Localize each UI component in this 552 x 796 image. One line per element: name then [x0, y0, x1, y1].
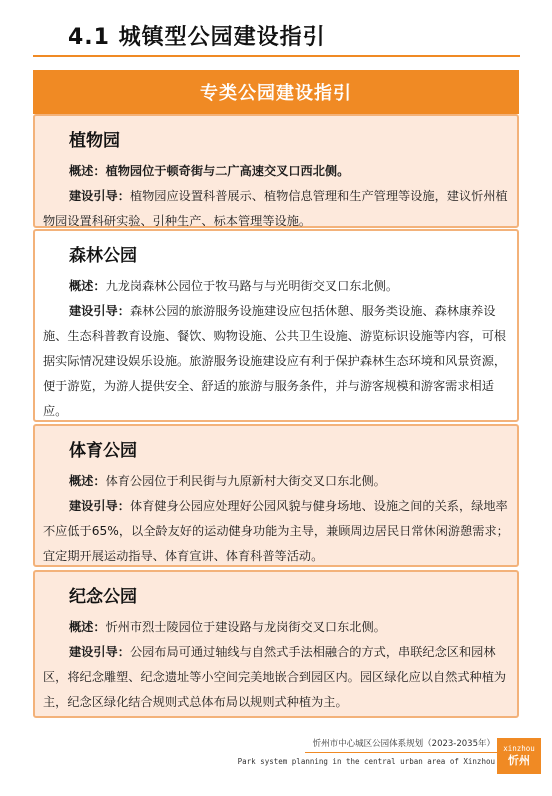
logo-text-cn: 忻州 [508, 754, 530, 767]
logo-text-en: xinzhou [503, 744, 535, 753]
overview-label: 概述： [69, 279, 106, 293]
section-banner: 专类公园建设指引 [33, 70, 519, 114]
footer-title-en: Park system planning in the central urban area of Xinzhou [237, 757, 495, 766]
overview-paragraph [43, 615, 509, 640]
section-title: 体育公园 [69, 441, 137, 461]
overview-label: 概述： [69, 620, 106, 634]
guide-paragraph [43, 494, 509, 569]
overview-text: 体育公园位于利民街与九原新村大街交叉口东北侧。 [105, 474, 386, 488]
guide-paragraph [43, 640, 509, 715]
guide-label: 建设引导： [69, 645, 130, 659]
footer-title-cn: 忻州市中心城区公园体系规划（2023-2035年） [312, 739, 495, 749]
xinzhou-logo [497, 738, 541, 774]
section-title: 植物园 [69, 131, 120, 151]
guide-text: 森林公园的旅游服务设施建设应包括休憩、服务类设施、森林康养设施、生态科普教育设施、餐饮、购物设施、公共卫生设施、游览标识设施等内容，可根据实际情况建设娱乐设施。旅游服务设施建设应有利于保护森林生态环境和风景资源，便于游览，为游人提供安全、舒适的旅游与服务条件，并与游客规模和游客需求相适应。 [43, 304, 507, 418]
section-card-memorial-park [33, 570, 519, 718]
footer-divider [305, 752, 505, 753]
section-card-botanical-garden [33, 114, 519, 228]
overview-text: 植物园位于顿奇街与二广高速交叉口西北侧。 [105, 164, 350, 178]
overview-label: 概述： [69, 474, 106, 488]
guide-paragraph [43, 299, 509, 424]
overview-text: 九龙岗森林公园位于牧马路与与光明街交叉口东北侧。 [105, 279, 399, 293]
guide-label: 建设引导： [69, 304, 130, 318]
overview-paragraph [43, 159, 509, 184]
section-card-forest-park [33, 229, 519, 422]
section-title: 纪念公园 [69, 587, 137, 607]
overview-paragraph [43, 469, 509, 494]
overview-text: 忻州市烈士陵园位于建设路与龙岗街交叉口东北侧。 [105, 620, 386, 634]
guide-label: 建设引导： [69, 499, 130, 513]
guide-paragraph [43, 184, 509, 234]
section-title: 森林公园 [69, 246, 137, 266]
guide-label: 建设引导： [69, 189, 130, 203]
guide-text: 体育健身公园应处理好公园风貌与健身场地、设施之间的关系，绿地率不应低于65%，以全龄友好的运动健身功能为主导，兼顾周边居民日常休闲游憩需求；宜定期开展运动指导、体育宣讲、体育科普等活动。 [43, 499, 509, 563]
title-divider [33, 55, 520, 57]
guide-text: 公园布局可通过轴线与自然式手法相融合的方式，串联纪念区和园林区，将纪念雕塑、纪念遗址等小空间完美地嵌合到园区内。园区绿化应以自然式种植为主，纪念区绿化结合规则式总体布局以规则式种植为主。 [43, 645, 507, 709]
overview-paragraph [43, 274, 509, 299]
overview-label: 概述： [69, 164, 106, 178]
section-card-sports-park [33, 424, 519, 567]
page-title: 4.1 城镇型公园建设指引 [68, 25, 326, 50]
guide-text: 植物园应设置科普展示、植物信息管理和生产管理等设施，建议忻州植物园设置科研实验、引种生产、标本管理等设施。 [43, 189, 508, 228]
